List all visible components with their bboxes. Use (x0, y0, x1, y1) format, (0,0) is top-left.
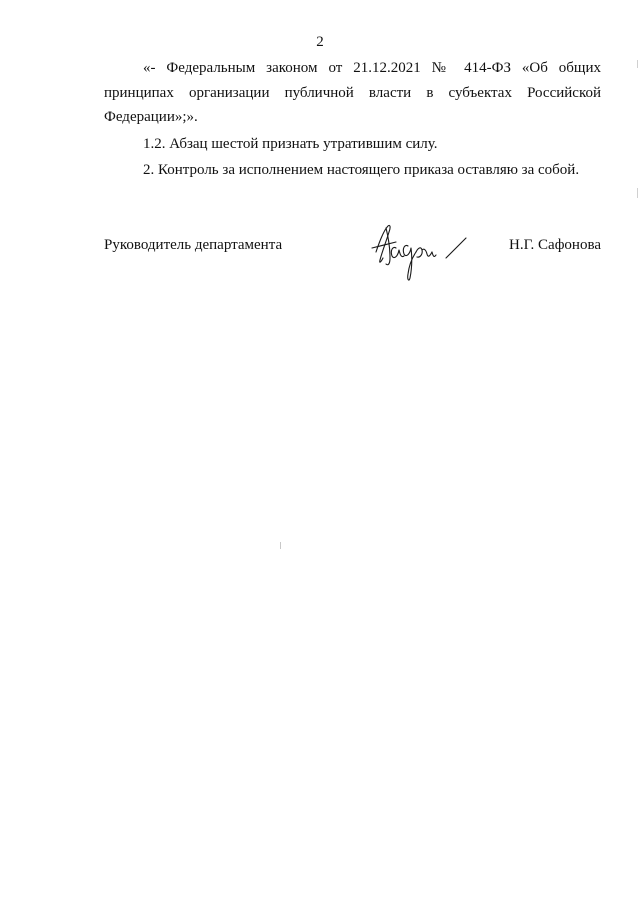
signature-block (104, 233, 601, 293)
amendment-line-1: «- Федеральным законом от 21.12.2021 № 414-ФЗ «Об общих (143, 60, 601, 76)
item-2-text: 2. Контроль за исполнением настоящего приказа оставляю за собой. (143, 162, 580, 178)
edge-artifact-middle (637, 188, 638, 198)
amendment-line-3: Федерации»;». (104, 109, 198, 125)
paragraph-item-2 (104, 158, 601, 183)
item-1-2-text: 1.2. Абзац шестой признать утратившим силу. (143, 136, 438, 152)
signatory-position: Руководитель департамента (104, 237, 283, 253)
paragraph-amendment (104, 56, 601, 130)
edge-artifact-top (637, 60, 638, 68)
signatory-name: Н.Г. Сафонова (508, 237, 601, 253)
amendment-line-2: принципах организации публичной власти в субъектах Российской (104, 84, 601, 101)
page-number: 2 (316, 34, 324, 50)
amendment-text (104, 56, 601, 130)
paragraph-item-1-2 (104, 132, 601, 157)
scan-artifact (280, 542, 281, 549)
handwritten-signature-icon (366, 218, 476, 286)
